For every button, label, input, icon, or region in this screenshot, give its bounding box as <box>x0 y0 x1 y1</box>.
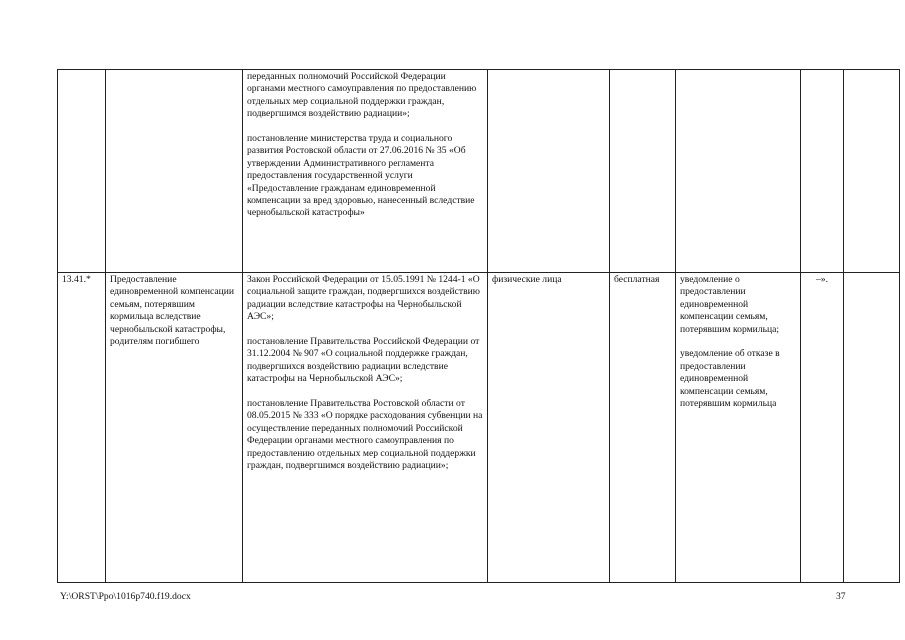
result-cell <box>676 70 801 273</box>
payment-cell <box>610 70 676 273</box>
extra-cell <box>844 70 900 273</box>
payment-cell: бесплатная <box>610 273 676 583</box>
legal-basis-cell <box>243 273 488 583</box>
extra-cell <box>844 273 900 583</box>
page-number: 37 <box>836 591 846 602</box>
number-cell: 13.41.* <box>58 273 106 583</box>
number-cell <box>58 70 106 273</box>
extra-cell <box>801 70 844 273</box>
table-row <box>58 273 900 583</box>
service-cell: Предоставление единовременной компенсации семьям, потерявшим кормильца вследствие чернобыльской катастрофы, родителям погибшего <box>106 273 243 583</box>
legal-basis-cell <box>243 70 488 273</box>
legal-doc: постановление Правительства Российской Федерации от 31.12.2004 № 907 «О социальной поддержке граждан, подвергшихся воздействию радиации вследствие катастрофы на Чернобыльской АЭС»; <box>247 336 480 385</box>
table-row <box>58 70 900 273</box>
result-text: уведомление об отказе в предоставлении единовременной компенсации семьям, потерявшим кормильца <box>680 348 780 410</box>
legal-doc: переданных полномочий Российской Федерации органами местного самоуправления по предоставлению отдельных мер социальной поддержки граждан, подвергшимся воздействию радиации»; <box>247 71 477 120</box>
service-cell <box>106 70 243 273</box>
applicants-cell: физические лица <box>488 273 610 583</box>
services-table <box>57 69 900 583</box>
legal-doc: постановление министерства труда и социального развития Ростовской области от 27.06.2016 № 35 «Об утверждении Административного регламента предоставления государственной услуги «Предоставление гражданам единовременной компенсации за вред здоровью, нанесенный вследствие чернобыльской катастрофы» <box>247 133 475 219</box>
result-text: уведомление о предоставлении единовременной компенсации семьям, потерявшим кормильца; <box>680 274 780 335</box>
end-mark-cell: –». <box>801 273 844 583</box>
result-cell <box>676 273 801 583</box>
legal-doc: Закон Российской Федерации от 15.05.1991 № 1244-1 «О социальной защите граждан, подвергшихся воздействию радиации вследствие катастрофы на Чернобыльской АЭС»; <box>247 274 480 323</box>
applicants-cell <box>488 70 610 273</box>
footer-file-path: Y:\ORST\Ppo\1016p740.f19.docx <box>60 591 191 602</box>
legal-doc: постановление Правительства Ростовской области от 08.05.2015 № 333 «О порядке расходования субвенции на осуществление переданных полномочий Российской Федерации органами местного самоуправления по предоставлению отдельных мер социальной поддержки граждан, подвергшимся воздействию радиации»; <box>247 398 483 472</box>
